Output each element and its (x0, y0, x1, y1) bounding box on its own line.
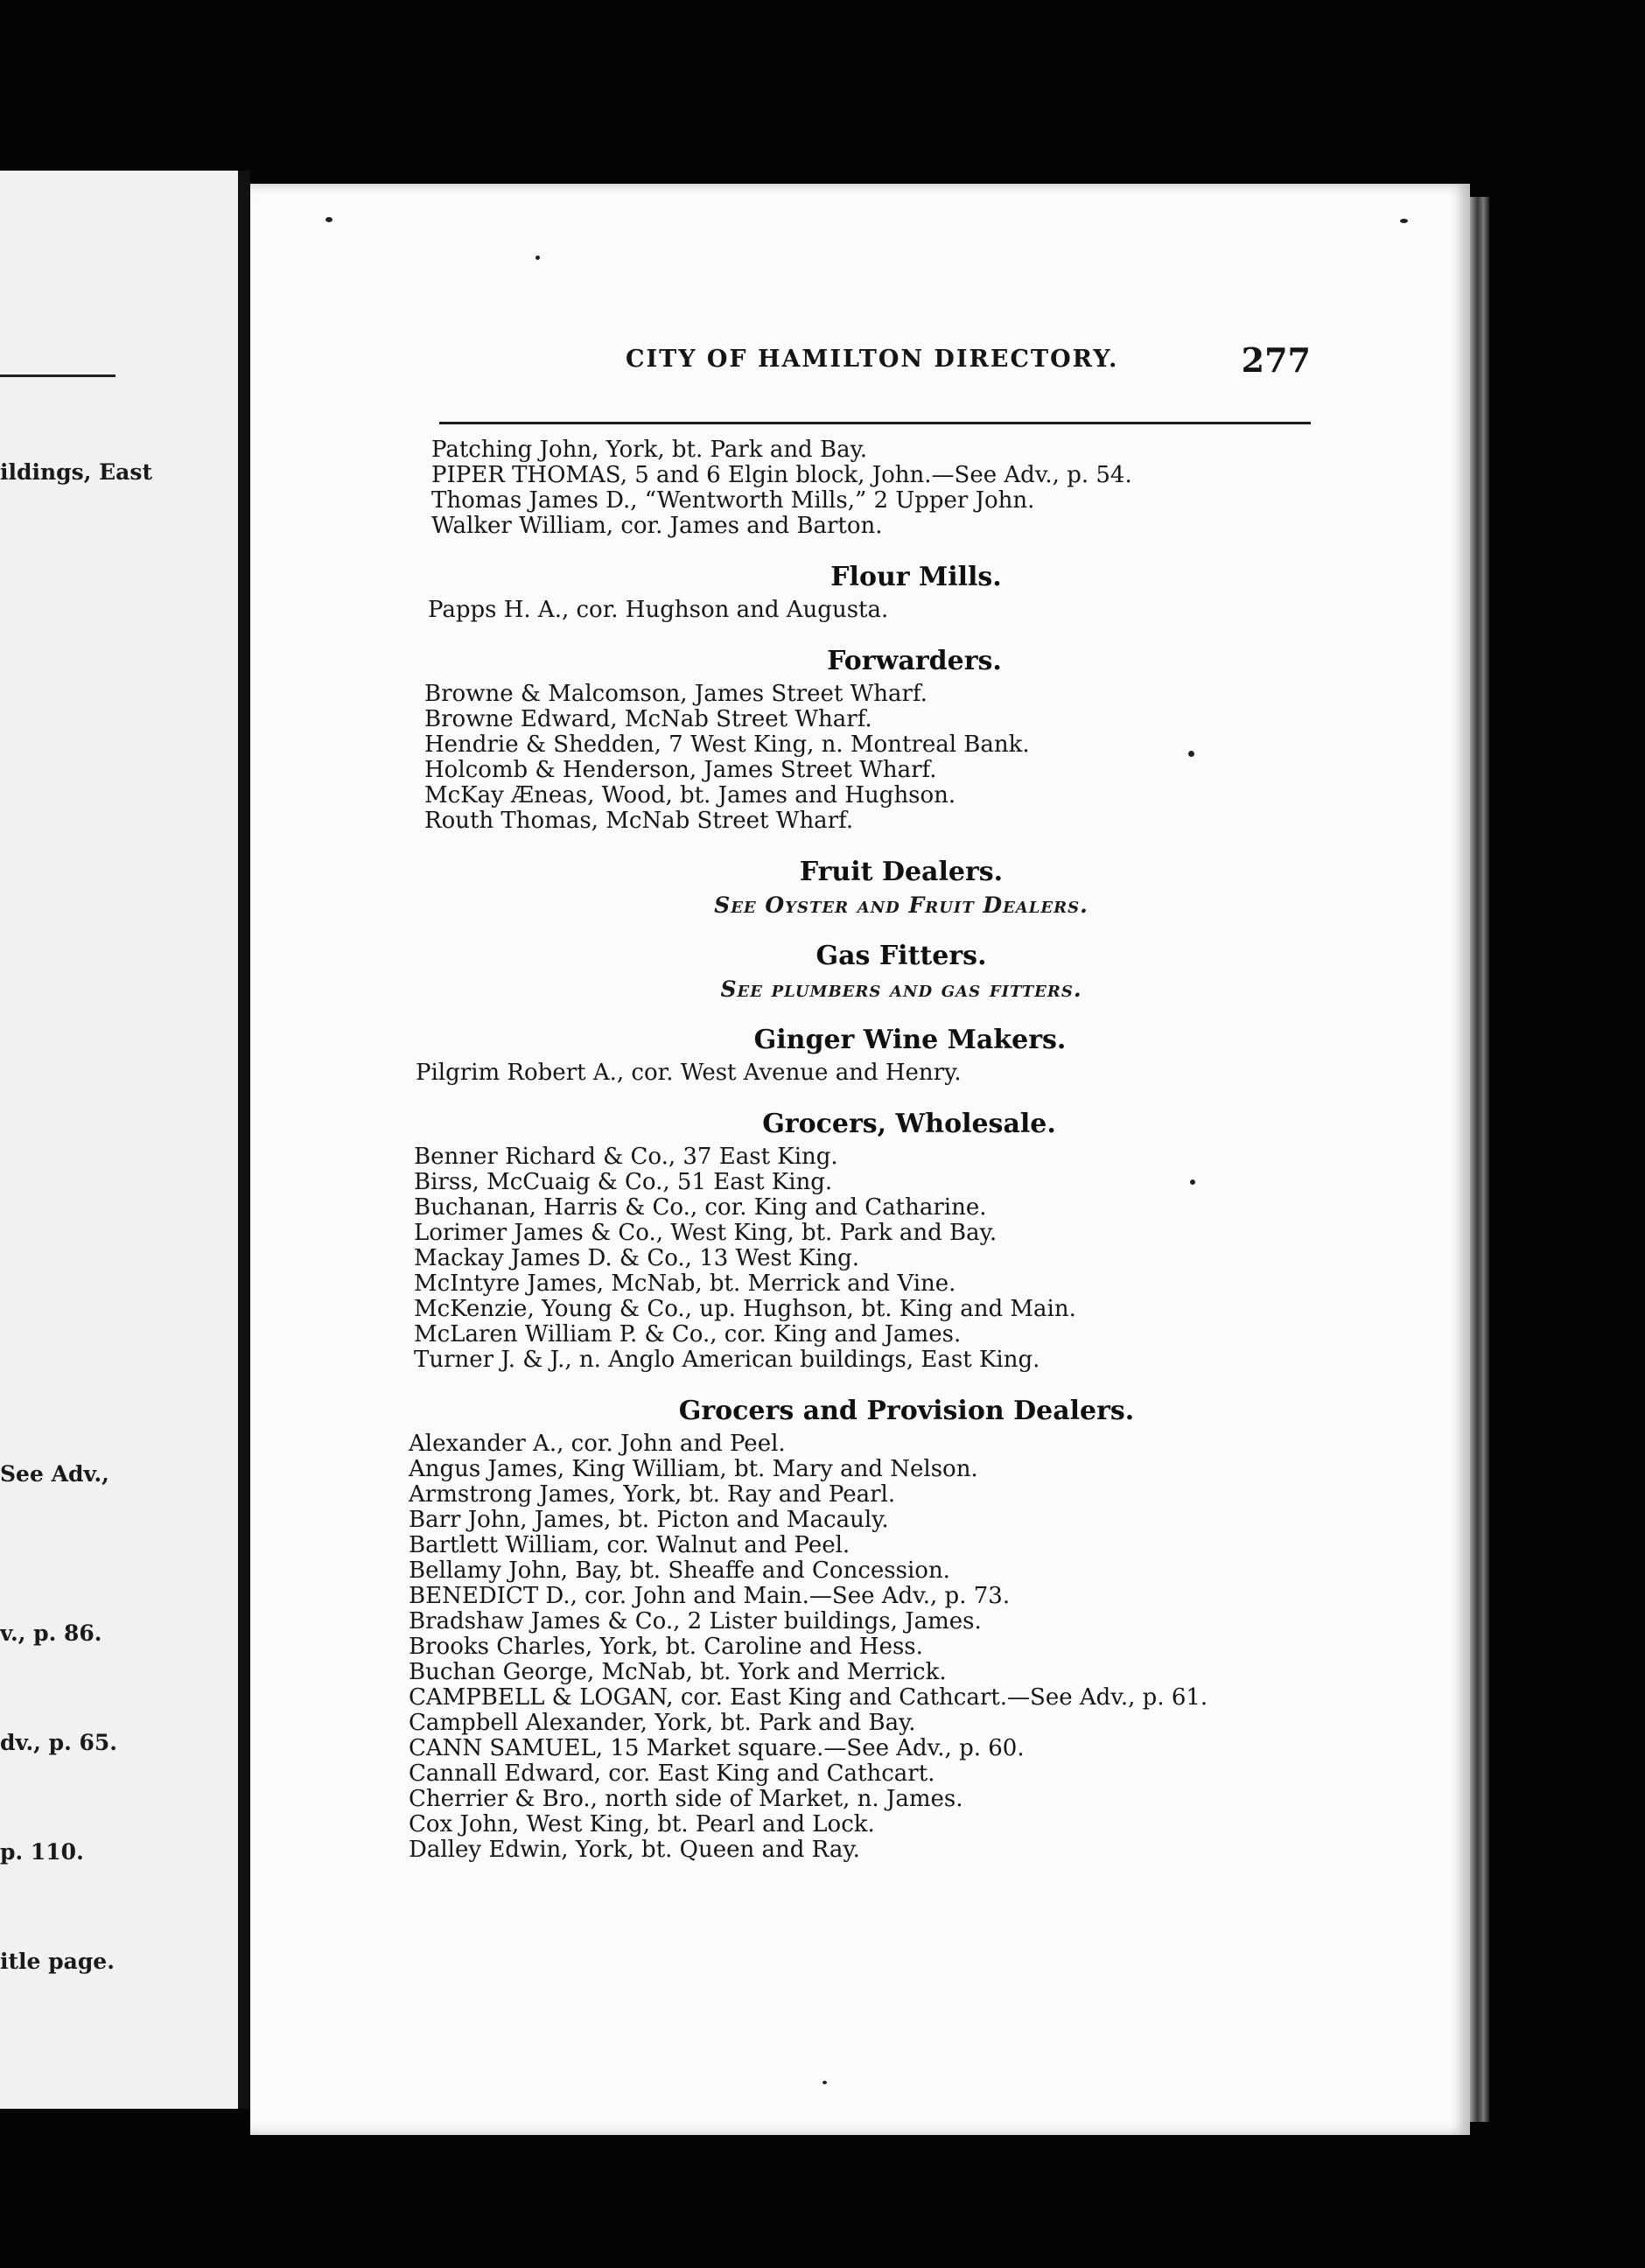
section-grocers-provision-dealers (409, 1396, 1404, 1863)
page-number: 277 (1241, 340, 1311, 380)
cross-reference: See Oyster and Fruit Dealers. (714, 892, 1088, 918)
directory-entry: Thomas James D., “Wentworth Mills,” 2 Upper John. (431, 487, 1035, 514)
section-continued (431, 438, 1404, 539)
left-page-fragment: itle page. (0, 1949, 115, 1974)
section-heading: Grocers, Wholesale. (762, 1109, 1056, 1139)
section-heading: Gas Fitters. (816, 941, 987, 971)
directory-entry: Walker William, cor. James and Barton. (431, 513, 883, 539)
section-heading: Grocers and Provision Dealers. (678, 1396, 1135, 1426)
directory-entry: Angus James, King William, bt. Mary and Nelson. (409, 1456, 978, 1482)
directory-entry: McKenzie, Young & Co., up. Hughson, bt. King and Main. (414, 1296, 1076, 1322)
left-page-fragment: ildings, East (0, 459, 152, 485)
directory-entry: McKay Æneas, Wood, bt. James and Hughson. (424, 782, 956, 808)
page-edge (1470, 197, 1489, 2122)
section-ginger-wine-makers (416, 1025, 1404, 1086)
directory-entry: Brooks Charles, York, bt. Caroline and Hess. (409, 1634, 923, 1660)
ink-speck (536, 256, 540, 260)
left-page-fragment: p. 110. (0, 1839, 84, 1865)
left-page-rule (0, 374, 116, 377)
book-spine (238, 171, 250, 2109)
page-header (376, 340, 1311, 398)
directory-entry: McLaren William P. & Co., cor. King and James. (414, 1321, 962, 1348)
directory-entry: Browne Edward, McNab Street Wharf. (424, 706, 872, 732)
section-flour-mills (428, 562, 1404, 623)
directory-entry: CAMPBELL & LOGAN, cor. East King and Cathcart.—See Adv., p. 61. (409, 1684, 1208, 1711)
section-heading: Fruit Dealers. (799, 857, 1004, 887)
directory-entry: McIntyre James, McNab, bt. Merrick and Vine. (414, 1270, 956, 1297)
directory-entry: Benner Richard & Co., 37 East King. (414, 1144, 838, 1170)
left-page (0, 171, 243, 2109)
ink-speck (822, 2081, 827, 2084)
directory-entry: Armstrong James, York, bt. Ray and Pearl. (409, 1481, 896, 1508)
left-page-fragment: See Adv., (0, 1461, 109, 1487)
directory-entry: Holcomb & Henderson, James Street Wharf. (424, 757, 937, 783)
section-fruit-dealers (398, 857, 1404, 918)
section-heading: Ginger Wine Makers. (753, 1025, 1067, 1055)
directory-listing (398, 438, 1404, 1863)
directory-entry: Patching John, York, bt. Park and Bay. (431, 437, 868, 463)
directory-entry: Mackay James D. & Co., 13 West King. (414, 1245, 859, 1271)
header-rule (439, 422, 1311, 424)
section-heading: Flour Mills. (830, 562, 1002, 592)
cross-reference: See plumbers and gas fitters. (720, 976, 1082, 1002)
directory-entry: CANN SAMUEL, 15 Market square.—See Adv., p. 60. (409, 1735, 1025, 1761)
directory-entry: Pilgrim Robert A., cor. West Avenue and Henry. (416, 1060, 962, 1086)
section-forwarders (424, 646, 1404, 834)
section-grocers-wholesale (414, 1109, 1404, 1373)
directory-entry: Routh Thomas, McNab Street Wharf. (424, 808, 854, 834)
left-page-fragment: v., p. 86. (0, 1620, 102, 1646)
directory-entry: Birss, McCuaig & Co., 51 East King. (414, 1169, 833, 1195)
directory-entry: Campbell Alexander, York, bt. Park and Bay. (409, 1710, 916, 1736)
directory-entry: Turner J. & J., n. Anglo American buildings, East King. (414, 1347, 1040, 1373)
ink-speck (1400, 219, 1408, 223)
directory-entry: Browne & Malcomson, James Street Wharf. (424, 681, 928, 707)
directory-entry: PIPER THOMAS, 5 and 6 Elgin block, John.—See Adv., p. 54. (431, 462, 1132, 488)
directory-entry: Buchan George, McNab, bt. York and Merrick. (409, 1659, 947, 1685)
directory-entry: Cannall Edward, cor. East King and Cathcart. (409, 1760, 935, 1787)
directory-entry: Dalley Edwin, York, bt. Queen and Ray. (409, 1837, 860, 1863)
ink-speck (326, 217, 332, 222)
section-gas-fitters (398, 941, 1404, 1002)
left-page-fragment: dv., p. 65. (0, 1730, 117, 1755)
directory-entry: Barr John, James, bt. Picton and Macauly. (409, 1507, 889, 1533)
running-title: CITY OF HAMILTON DIRECTORY. (626, 346, 1119, 373)
directory-entry: Buchanan, Harris & Co., cor. King and Catharine. (414, 1194, 987, 1221)
directory-entry: Hendrie & Shedden, 7 West King, n. Montreal Bank. (424, 732, 1030, 758)
directory-entry: Cox John, West King, bt. Pearl and Lock. (409, 1811, 875, 1838)
directory-entry: Bradshaw James & Co., 2 Lister buildings, James. (409, 1608, 982, 1634)
directory-entry: Bartlett William, cor. Walnut and Peel. (409, 1532, 850, 1558)
directory-entry: Lorimer James & Co., West King, bt. Park and Bay. (414, 1220, 998, 1246)
directory-entry: Bellamy John, Bay, bt. Sheaffe and Concession. (409, 1558, 950, 1584)
directory-entry: Cherrier & Bro., north side of Market, n. James. (409, 1786, 963, 1812)
directory-entry: BENEDICT D., cor. John and Main.—See Adv., p. 73. (409, 1583, 1011, 1609)
directory-entry: Alexander A., cor. John and Peel. (409, 1431, 786, 1457)
section-heading: Forwarders. (827, 646, 1002, 676)
directory-entry: Papps H. A., cor. Hughson and Augusta. (428, 597, 889, 623)
